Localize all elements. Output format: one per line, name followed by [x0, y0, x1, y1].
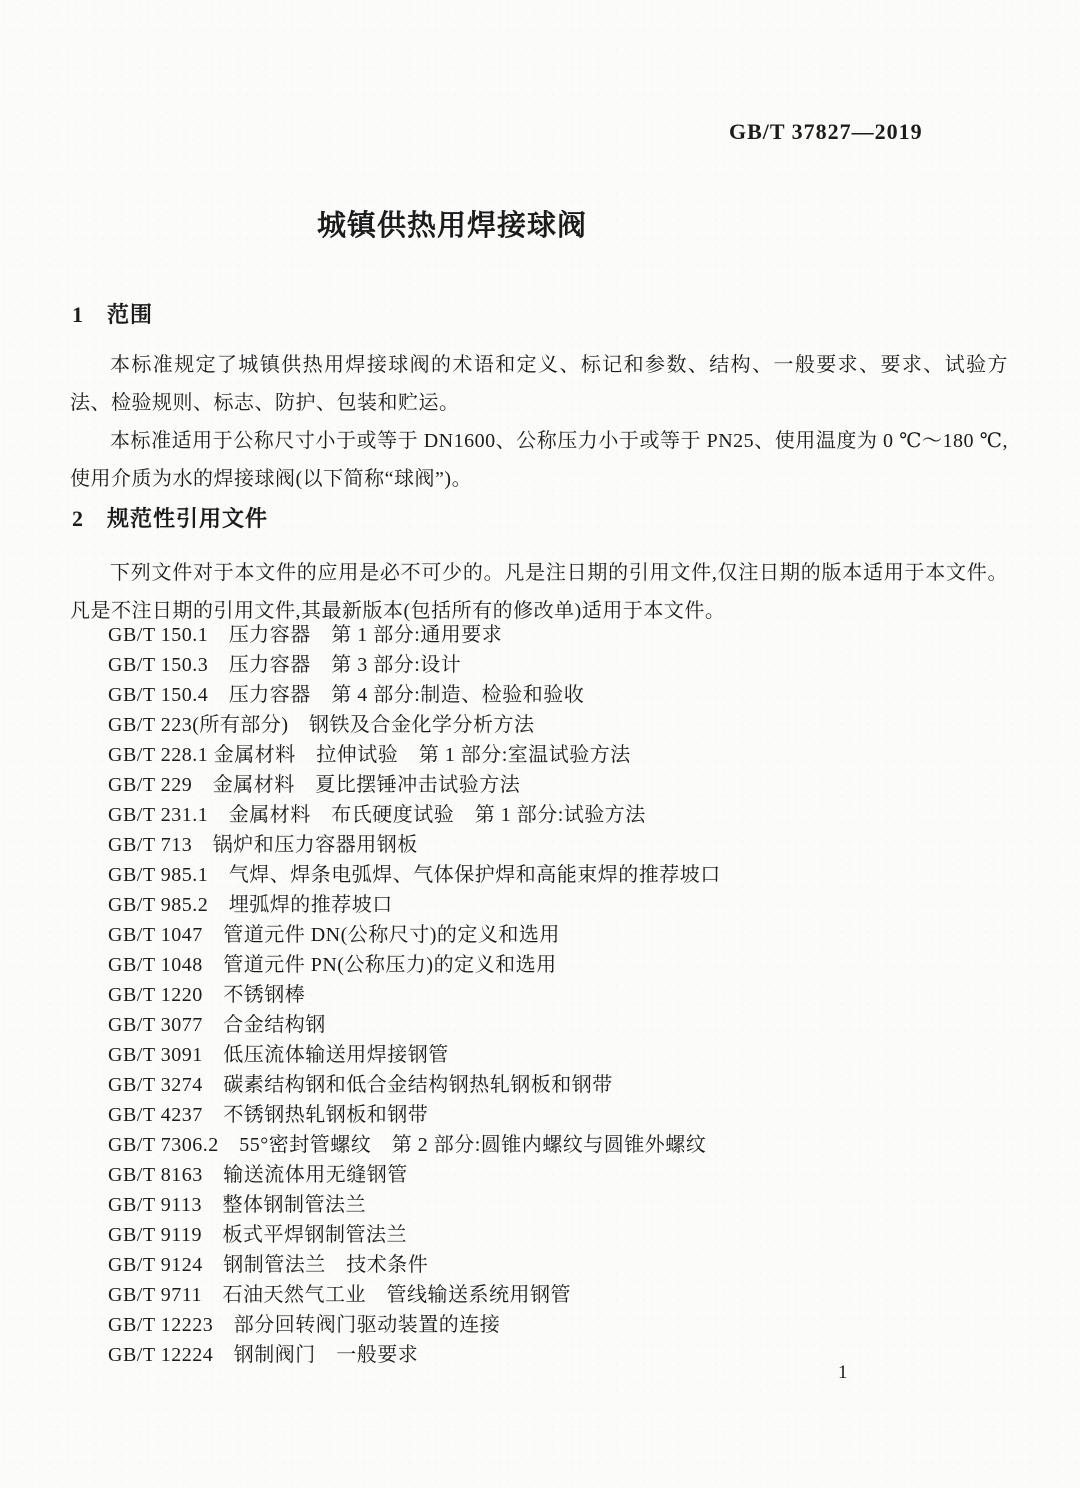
- reference-item: GB/T 150.4 压力容器 第 4 部分:制造、检验和验收: [108, 684, 585, 706]
- reference-item: GB/T 4237 不锈钢热轧钢板和钢带: [108, 1104, 429, 1126]
- scope-paragraph-1: 本标准规定了城镇供热用焊接球阀的术语和定义、标记和参数、结构、一般要求、要求、试验方法、检验规则、标志、防护、包装和贮运。: [70, 354, 1008, 414]
- document-title: 城镇供热用焊接球阀: [316, 210, 587, 242]
- reference-item: GB/T 7306.2 55°密封管螺纹 第 2 部分:圆锥内螺纹与圆锥外螺纹: [108, 1134, 707, 1156]
- section-2-heading: 2 规范性引用文件: [72, 506, 269, 531]
- references-intro-paragraph: 下列文件对于本文件的应用是必不可少的。凡是注日期的引用文件,仅注日期的版本适用于本文件。凡是不注日期的引用文件,其最新版本(包括所有的修改单)适用于本文件。: [70, 562, 1008, 622]
- reference-item: GB/T 12224 钢制阀门 一般要求: [108, 1344, 419, 1366]
- reference-item: GB/T 1220 不锈钢棒: [108, 984, 306, 1006]
- reference-item: GB/T 9113 整体钢制管法兰: [108, 1194, 366, 1216]
- section-1-body: [70, 346, 1008, 498]
- reference-item: GB/T 985.2 埋弧焊的推荐坡口: [108, 894, 393, 916]
- reference-item: GB/T 713 锅炉和压力容器用钢板: [108, 834, 418, 856]
- reference-item: GB/T 231.1 金属材料 布氏硬度试验 第 1 部分:试验方法: [108, 804, 646, 826]
- section-1-heading: 1 范围: [72, 302, 154, 327]
- reference-item: GB/T 9711 石油天然气工业 管线输送系统用钢管: [108, 1284, 571, 1306]
- reference-item: GB/T 12223 部分回转阀门驱动装置的连接: [108, 1314, 501, 1336]
- reference-item: GB/T 150.1 压力容器 第 1 部分:通用要求: [108, 624, 503, 646]
- reference-item: GB/T 3274 碳素结构钢和低合金结构钢热轧钢板和钢带: [108, 1074, 613, 1096]
- reference-item: GB/T 9119 板式平焊钢制管法兰: [108, 1224, 407, 1246]
- reference-item: GB/T 229 金属材料 夏比摆锤冲击试验方法: [108, 774, 521, 796]
- reference-item: GB/T 8163 输送流体用无缝钢管: [108, 1164, 408, 1186]
- reference-item: GB/T 985.1 气焊、焊条电弧焊、气体保护焊和高能束焊的推荐坡口: [108, 864, 721, 886]
- reference-item: GB/T 228.1 金属材料 拉伸试验 第 1 部分:室温试验方法: [108, 744, 631, 766]
- reference-item: GB/T 223(所有部分) 钢铁及合金化学分析方法: [108, 714, 535, 736]
- references-list: [108, 620, 1018, 1370]
- scope-paragraph-2: 本标准适用于公称尺寸小于或等于 DN1600、公称压力小于或等于 PN25、使用温度为 0 ℃～180 ℃,使用介质为水的焊接球阀(以下简称“球阀”)。: [70, 430, 1008, 490]
- section-2-body: [70, 554, 1008, 630]
- reference-item: GB/T 1047 管道元件 DN(公称尺寸)的定义和选用: [108, 924, 560, 946]
- reference-item: GB/T 3077 合金结构钢: [108, 1014, 326, 1036]
- page-number: 1: [838, 1362, 848, 1383]
- reference-item: GB/T 3091 低压流体输送用焊接钢管: [108, 1044, 449, 1066]
- reference-item: GB/T 150.3 压力容器 第 3 部分:设计: [108, 654, 462, 676]
- reference-item: GB/T 9124 钢制管法兰 技术条件: [108, 1254, 429, 1276]
- standard-number: GB/T 37827—2019: [729, 119, 923, 144]
- reference-item: GB/T 1048 管道元件 PN(公称压力)的定义和选用: [108, 954, 557, 976]
